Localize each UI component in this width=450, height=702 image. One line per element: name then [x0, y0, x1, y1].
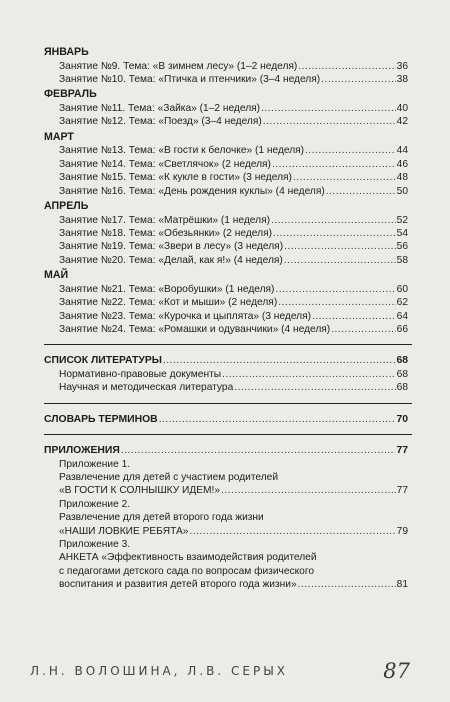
dot-leader: [278, 296, 395, 309]
section-divider: [44, 336, 408, 354]
toc-entry[interactable]: [44, 171, 408, 184]
month-heading-january: ЯНВАРЬ: [44, 46, 89, 58]
toc-entry[interactable]: [44, 115, 408, 128]
section-title: СЛОВАРЬ ТЕРМИНОВ: [44, 413, 158, 425]
appendix-1-description: Развлечение для детей с участием родителей: [59, 471, 279, 483]
entry-page: 36: [396, 60, 408, 72]
entry-page: 44: [396, 145, 408, 157]
entry-title: Занятие №16. Тема: «День рождения куклы» (4 неделя): [59, 185, 325, 197]
dot-leader: [271, 214, 396, 227]
toc-entry[interactable]: [44, 310, 408, 323]
section-title: ПРИЛОЖЕНИЯ: [44, 445, 120, 457]
entry-title: Занятие №11. Тема: «Зайка» (1–2 неделя): [59, 103, 261, 114]
dot-leader: [298, 578, 396, 591]
appendix-3-description: АНКЕТА «Эффективность взаимодействия родителей: [59, 552, 317, 564]
month-heading-april: АПРЕЛЬ: [44, 200, 89, 213]
entry-title: Занятие №18. Тема: «Обезьянки» (2 неделя): [59, 228, 272, 240]
dot-leader: [321, 73, 396, 86]
entry-page: 81: [396, 579, 408, 591]
entry-page: 42: [396, 116, 408, 128]
entry-page: 56: [396, 241, 408, 253]
dot-leader: [121, 444, 396, 457]
section-divider: [44, 426, 408, 444]
month-heading-march: МАРТ: [44, 130, 74, 143]
month-heading-may: МАЙ: [44, 269, 69, 282]
toc-entry[interactable]: [44, 323, 408, 336]
entry-page: 40: [396, 103, 408, 114]
page-footer: [30, 658, 410, 684]
month-heading-february: ФЕВРАЛЬ: [44, 88, 97, 101]
entry-page: 48: [396, 172, 408, 184]
entry-title: Занятие №17. Тема: «Матрёшки» (1 неделя): [59, 214, 270, 226]
authors-line: Л.Н. ВОЛОШИНА, Л.В. СЕРЫХ: [30, 664, 289, 678]
dot-leader: [298, 60, 395, 73]
entry-title: Занятие №20. Тема: «Делай, как я!» (4 неделя): [59, 254, 283, 266]
appendix-3-description: с педагогами детского сада по вопросам физического: [59, 565, 314, 577]
appendix-2-title: Приложение 2.: [59, 498, 131, 510]
table-of-contents: [44, 44, 408, 592]
entry-title: «В ГОСТИ К СОЛНЫШКУ ИДЕМ!»: [59, 485, 221, 497]
entry-page: 62: [396, 297, 408, 309]
entry-page: 54: [396, 228, 408, 240]
dot-leader: [331, 323, 395, 336]
entry-page: 52: [396, 214, 408, 226]
entry-title: Занятие №10. Тема: «Птичка и птенчики» (3–4 неделя): [59, 74, 321, 85]
section-title: СПИСОК ЛИТЕРАТУРЫ: [44, 355, 162, 367]
dot-leader: [159, 413, 396, 426]
dot-leader: [272, 158, 396, 171]
appendix-1-title: Приложение 1.: [59, 458, 131, 470]
entry-page: 50: [396, 185, 408, 197]
toc-entry[interactable]: [44, 368, 408, 381]
toc-entry[interactable]: [44, 296, 408, 309]
section-divider: [44, 395, 408, 413]
toc-section-glossary[interactable]: [44, 413, 408, 426]
entry-title: Занятие №9. Тема: «В зимнем лесу» (1–2 неделя): [59, 60, 298, 72]
toc-entry-appendix-2[interactable]: [44, 525, 408, 538]
section-page: 68: [396, 355, 408, 367]
entry-title: Нормативно-правовые документы: [59, 368, 222, 380]
dot-leader: [312, 310, 396, 323]
dot-leader: [284, 240, 396, 253]
dot-leader: [234, 381, 395, 394]
entry-page: 46: [396, 158, 408, 170]
entry-title: Занятие №22. Тема: «Кот и мыши» (2 неделя): [59, 297, 278, 309]
toc-entry[interactable]: [44, 102, 408, 115]
toc-entry[interactable]: [44, 185, 408, 198]
dot-leader: [222, 368, 396, 381]
toc-entry[interactable]: [44, 158, 408, 171]
entry-page: 66: [396, 324, 408, 336]
dot-leader: [263, 115, 396, 128]
entry-title: Занятие №15. Тема: «К кукле в гости» (3 неделя): [59, 172, 292, 184]
entry-title: Занятие №21. Тема: «Воробушки» (1 неделя): [59, 283, 275, 295]
entry-page: 77: [396, 485, 408, 497]
appendix-3-title: Приложение 3.: [59, 538, 131, 550]
entry-title: Занятие №14. Тема: «Светлячок» (2 неделя): [59, 158, 271, 170]
entry-title: Занятие №13. Тема: «В гости к белочке» (1 неделя): [59, 145, 305, 157]
toc-entry[interactable]: [44, 144, 408, 157]
toc-entry[interactable]: [44, 283, 408, 296]
dot-leader: [275, 283, 395, 296]
toc-entry-appendix-1[interactable]: [44, 484, 408, 497]
entry-title: Занятие №19. Тема: «Звери в лесу» (3 неделя): [59, 241, 284, 253]
section-page: 70: [396, 413, 408, 425]
dot-leader: [293, 171, 396, 184]
dot-leader: [273, 227, 396, 240]
entry-page: 68: [396, 368, 408, 380]
toc-entry[interactable]: [44, 214, 408, 227]
toc-entry[interactable]: [44, 227, 408, 240]
dot-leader: [261, 102, 396, 115]
toc-entry[interactable]: [44, 381, 408, 394]
toc-entry[interactable]: [44, 60, 408, 73]
entry-page: 58: [396, 254, 408, 266]
appendix-2-description: Развлечение для детей второго года жизни: [59, 512, 264, 524]
dot-leader: [326, 185, 396, 198]
entry-page: 79: [396, 525, 408, 537]
entry-title: воспитания и развития детей второго года жизни»: [59, 579, 297, 591]
dot-leader: [163, 354, 395, 367]
entry-title: Научная и методическая литература: [59, 382, 234, 394]
dot-leader: [284, 254, 396, 267]
page-number: 87: [383, 659, 410, 683]
dot-leader: [305, 144, 396, 157]
toc-entry[interactable]: [44, 254, 408, 267]
dot-leader: [221, 484, 396, 497]
dot-leader: [189, 525, 395, 538]
toc-entry-appendix-3[interactable]: [44, 578, 408, 591]
entry-page: 68: [396, 382, 408, 394]
toc-entry[interactable]: [44, 73, 408, 86]
entry-title: Занятие №23. Тема: «Курочка и цыплята» (3 неделя): [59, 310, 312, 322]
entry-page: 60: [396, 283, 408, 295]
entry-title: Занятие №12. Тема: «Поезд» (3–4 неделя): [59, 116, 262, 128]
entry-title: «НАШИ ЛОВКИЕ РЕБЯТА»: [59, 525, 189, 537]
entry-title: Занятие №24. Тема: «Ромашки и одуванчики» (4 неделя): [59, 324, 331, 336]
toc-section-appendices[interactable]: [44, 444, 408, 457]
entry-page: 38: [396, 74, 408, 85]
toc-section-literature[interactable]: [44, 354, 408, 367]
toc-entry[interactable]: [44, 240, 408, 253]
entry-page: 64: [396, 310, 408, 322]
section-page: 77: [396, 445, 408, 457]
